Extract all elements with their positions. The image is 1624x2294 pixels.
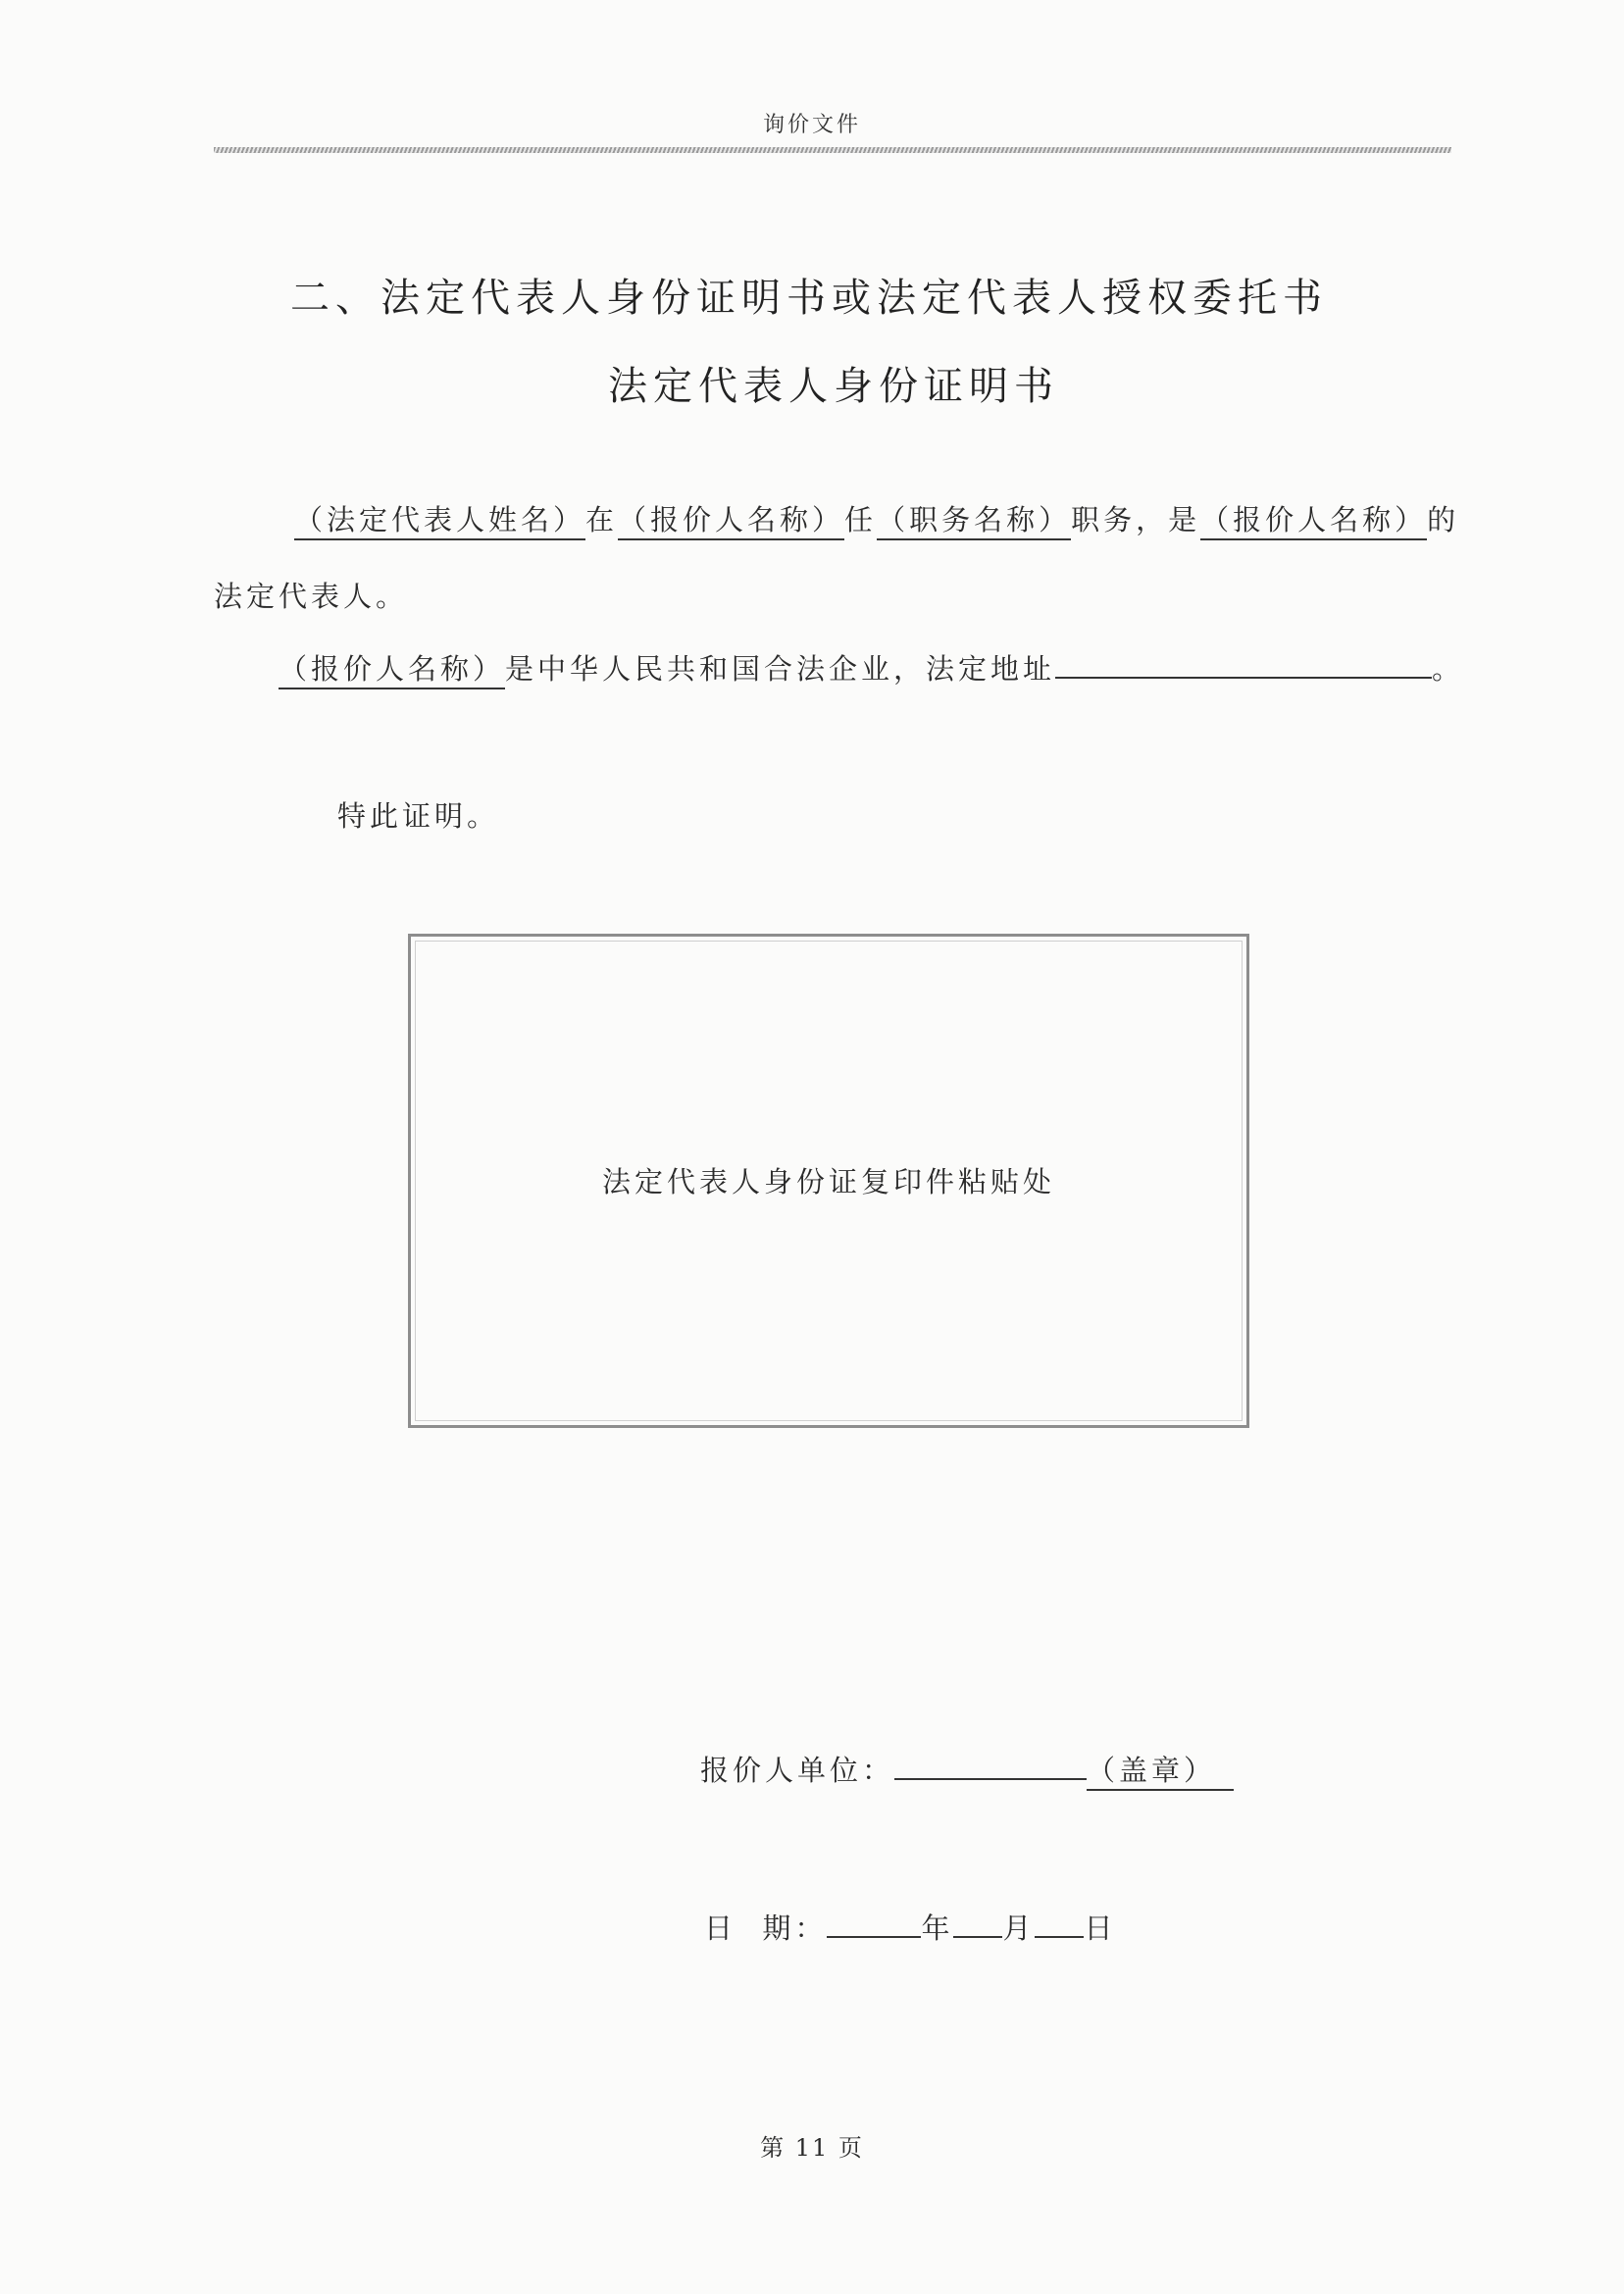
id-copy-paste-label: 法定代表人身份证复印件粘贴处 [601, 1165, 1055, 1198]
page-number: 第 11 页 [760, 2134, 864, 2162]
year-blank [827, 1907, 921, 1938]
paragraph-2: （报价人名称）是中华人民共和国合法企业，法定地址 。 [279, 647, 1464, 688]
legal-address-blank [1055, 647, 1432, 679]
year-label: 年 [921, 1912, 954, 1945]
position-field: （职务名称） [877, 503, 1071, 540]
section-heading: 二、法定代表人身份证明书或法定代表人授权委托书 [290, 276, 1328, 321]
paragraph-1-line-2: 法定代表人。 [214, 580, 409, 613]
bidder-unit-blank [894, 1749, 1087, 1780]
document-title: 法定代表人身份证明书 [608, 364, 1059, 409]
month-blank [953, 1907, 1002, 1938]
seal-label: （盖章） [1087, 1754, 1234, 1791]
paragraph-1-line-1: （法定代表人姓名）在（报价人名称）任（职务名称）职务，是（报价人名称）的 [294, 498, 1459, 538]
header-divider [214, 147, 1451, 153]
date-row [704, 1907, 1116, 1947]
id-copy-paste-area [408, 934, 1249, 1428]
day-blank [1035, 1907, 1084, 1938]
month-label: 月 [1002, 1912, 1036, 1945]
bidder-name-field-3: （报价人名称） [279, 652, 505, 689]
bidder-name-field-2: （报价人名称） [1200, 503, 1427, 540]
day-label: 日 [1084, 1912, 1117, 1945]
bidder-name-field: （报价人名称） [618, 503, 844, 540]
certify-text: 特此证明。 [337, 799, 500, 833]
document-header: 询价文件 [762, 113, 861, 137]
bidder-unit-label: 报价人单位： [700, 1754, 895, 1787]
date-label: 日 期： [704, 1912, 828, 1945]
bidder-unit-row [700, 1749, 1234, 1789]
legal-rep-name-field: （法定代表人姓名） [294, 503, 585, 540]
